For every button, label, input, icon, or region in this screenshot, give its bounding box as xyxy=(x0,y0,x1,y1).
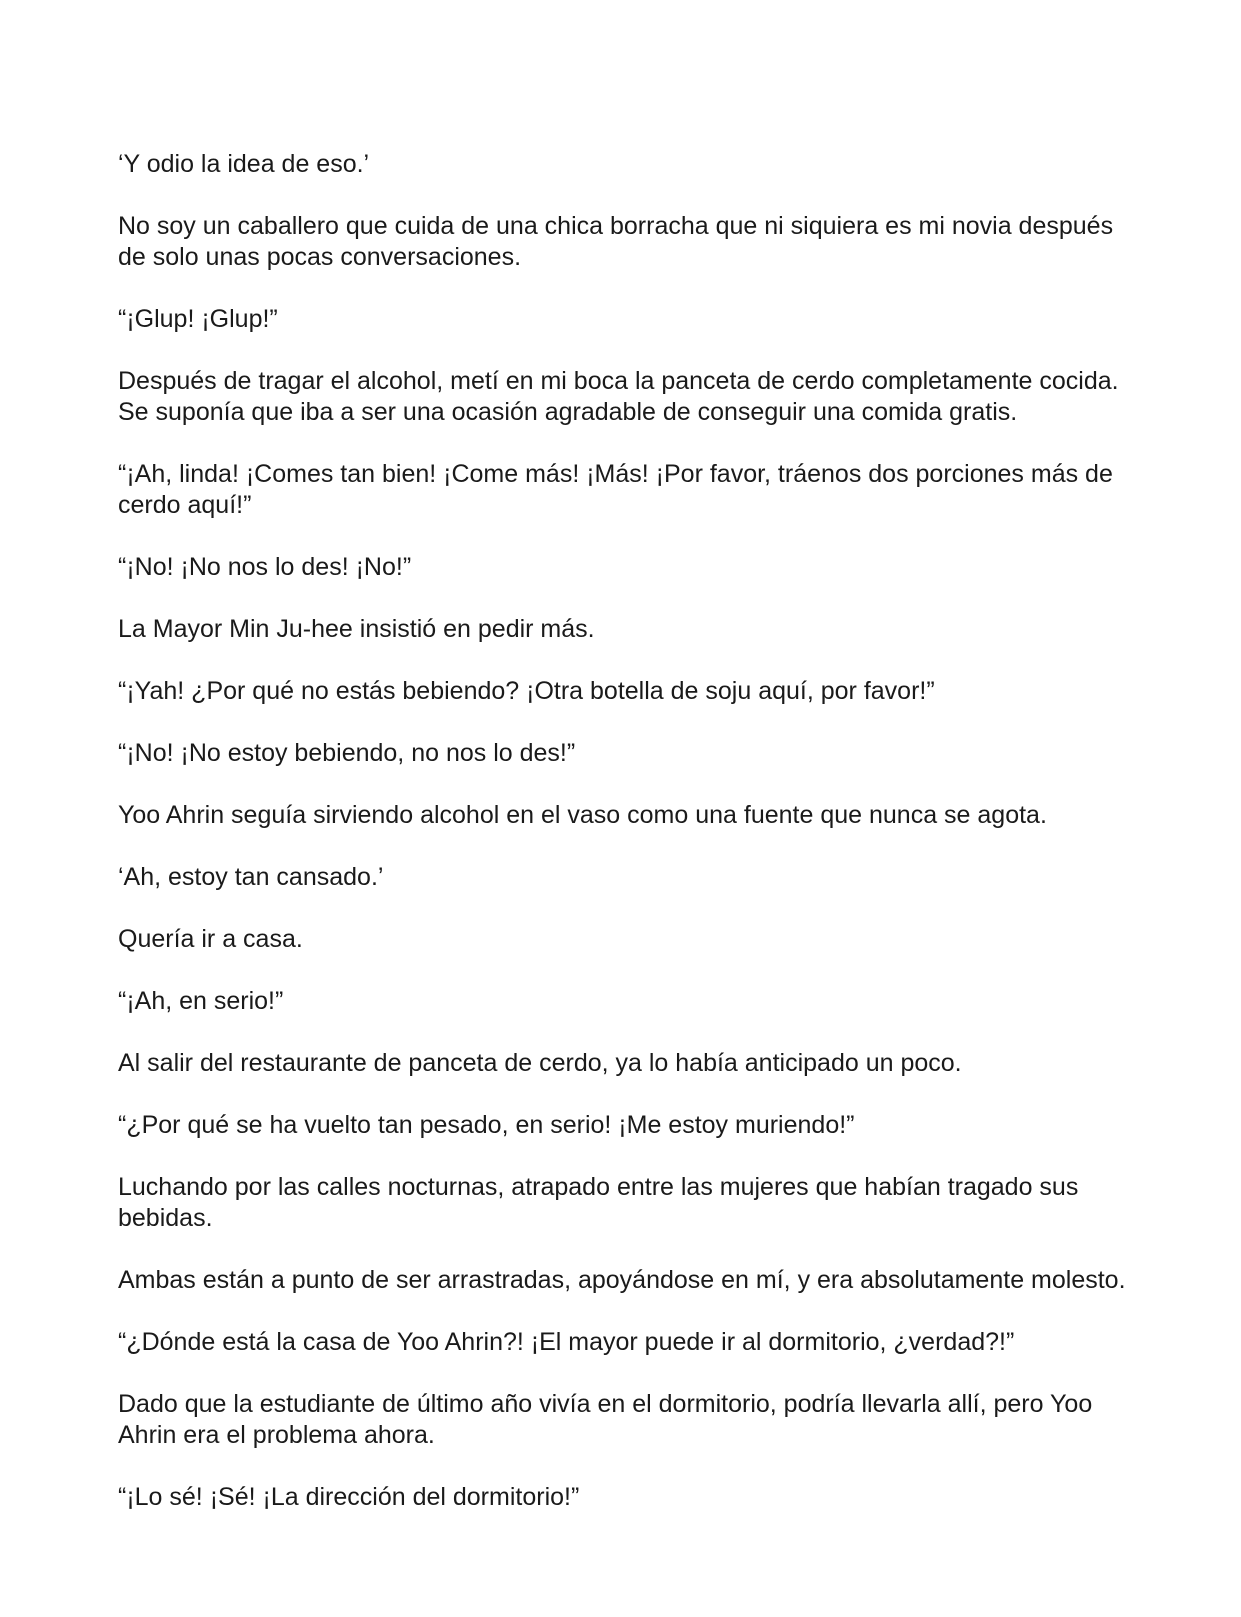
paragraph: Luchando por las calles nocturnas, atrapado entre las mujeres que habían tragado sus bebidas. xyxy=(118,1173,1079,1232)
paragraph: “¿Por qué se ha vuelto tan pesado, en serio! ¡Me estoy muriendo!” xyxy=(118,1111,855,1139)
paragraph: Dado que la estudiante de último año vivía en el dormitorio, podría llevarla allí, pero Yoo Ahrin era el problema ahora. xyxy=(118,1390,1093,1449)
paragraph: Yoo Ahrin seguía sirviendo alcohol en el vaso como una fuente que nunca se agota. xyxy=(118,801,1047,829)
paragraph: La Mayor Min Ju-hee insistió en pedir más. xyxy=(118,615,595,643)
document-body xyxy=(118,149,1128,1513)
paragraph: ‘Ah, estoy tan cansado.’ xyxy=(118,863,384,891)
paragraph: No soy un caballero que cuida de una chica borracha que ni siquiera es mi novia después de solo unas pocas conversaciones. xyxy=(118,212,1114,271)
paragraph: “¡Ah, linda! ¡Comes tan bien! ¡Come más! ¡Más! ¡Por favor, tráenos dos porciones más de cerdo aquí!” xyxy=(118,460,1113,519)
paragraph: Quería ir a casa. xyxy=(118,925,303,953)
paragraph: “¡Yah! ¿Por qué no estás bebiendo? ¡Otra botella de soju aquí, por favor!” xyxy=(118,677,935,705)
paragraph: Después de tragar el alcohol, metí en mi boca la panceta de cerdo completamente cocida. Se suponía que iba a ser una ocasión agradable de conseguir una comida gratis. xyxy=(118,367,1119,426)
paragraph: Al salir del restaurante de panceta de cerdo, ya lo había anticipado un poco. xyxy=(118,1049,962,1077)
paragraph: “¡No! ¡No nos lo des! ¡No!” xyxy=(118,553,412,581)
paragraph: ‘Y odio la idea de eso.’ xyxy=(118,150,370,178)
paragraph: “¿Dónde está la casa de Yoo Ahrin?! ¡El mayor puede ir al dormitorio, ¿verdad?!” xyxy=(118,1328,1015,1356)
paragraph: Ambas están a punto de ser arrastradas, apoyándose en mí, y era absolutamente molesto. xyxy=(118,1266,1126,1294)
paragraph: “¡Ah, en serio!” xyxy=(118,987,284,1015)
paragraph: “¡No! ¡No estoy bebiendo, no nos lo des!” xyxy=(118,739,576,767)
paragraph: “¡Lo sé! ¡Sé! ¡La dirección del dormitorio!” xyxy=(118,1483,580,1511)
paragraph: “¡Glup! ¡Glup!” xyxy=(118,305,278,333)
